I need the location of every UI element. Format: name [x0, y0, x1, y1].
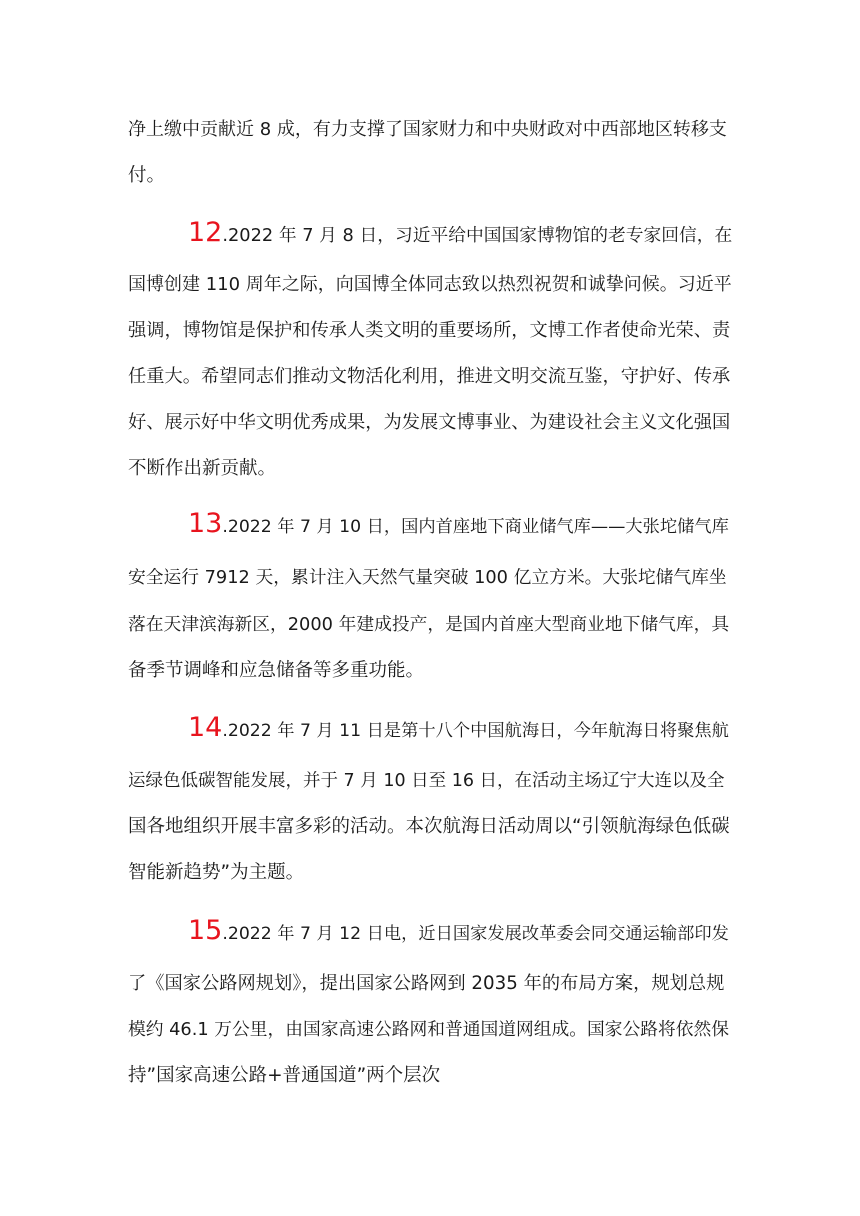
paragraph-line: 好、展示好中华文明优秀成果，为发展文博事业、为建设社会主义文化强国 — [128, 412, 731, 433]
paragraph-line: 备季节调峰和应急储备等多重功能。 — [128, 660, 425, 681]
item-number: 14 — [188, 712, 223, 743]
paragraph-line: 国博创建 110 周年之际，向国博全体同志致以热烈祝贺和诚挚问候。习近平 — [128, 274, 732, 295]
paragraph-line: 安全运行 7912 天，累计注入天然气量突破 100 亿立方米。大张坨储气库坐 — [128, 568, 727, 588]
paragraph-line: 运绿色低碳智能发展，并于 7 月 10 日至 16 日，在活动主场辽宁大连以及全 — [128, 771, 725, 791]
paragraph-first-line — [188, 712, 729, 744]
paragraph-line: 持”国家高速公路+普通国道”两个层次 — [128, 1065, 441, 1086]
paragraph-text: .2022 年 7 月 12 日电，近日国家发展改革委会同交通运输部印发 — [222, 924, 729, 944]
paragraph-line: 净上缴中贡献近 8 成，有力支撑了国家财力和中央财政对中西部地区转移支 — [128, 119, 727, 140]
paragraph-line: 不断作出新贡献。 — [128, 458, 277, 479]
paragraph-line: 了《国家公路网规划》，提出国家公路网到 2035 年的布局方案，规划总规 — [128, 973, 725, 994]
paragraph-text: .2022 年 7 月 11 日是第十八个中国航海日，今年航海日将聚焦航 — [222, 721, 729, 741]
item-number: 13 — [188, 508, 223, 539]
paragraph-first-line — [188, 915, 729, 947]
paragraph-text: .2022 年 7 月 8 日，习近平给中国国家博物馆的老专家回信，在 — [222, 226, 733, 246]
paragraph-text: .2022 年 7 月 10 日，国内首座地下商业储气库——大张坨储气库 — [222, 517, 729, 537]
paragraph-line: 智能新趋势”为主题。 — [128, 862, 305, 883]
paragraph-line: 付。 — [128, 165, 166, 186]
paragraph-first-line — [188, 217, 733, 249]
paragraph-line: 落在天津滨海新区，2000 年建成投产，是国内首座大型商业地下储气库，具 — [128, 615, 730, 635]
paragraph-line: 强调，博物馆是保护和传承人类文明的重要场所，文博工作者使命光荣、责 — [128, 320, 731, 341]
item-number: 12 — [188, 217, 223, 248]
paragraph-line: 国各地组织开展丰富多彩的活动。本次航海日活动周以“引领航海绿色低碳 — [128, 816, 730, 837]
paragraph-first-line — [188, 508, 729, 540]
paragraph-line: 任重大。希望同志们推动文物活化利用，推进文明交流互鉴，守护好、传承 — [128, 366, 731, 387]
item-number: 15 — [188, 915, 223, 946]
paragraph-line: 模约 46.1 万公里，由国家高速公路网和普通国道网组成。国家公路将依然保 — [128, 1020, 730, 1040]
